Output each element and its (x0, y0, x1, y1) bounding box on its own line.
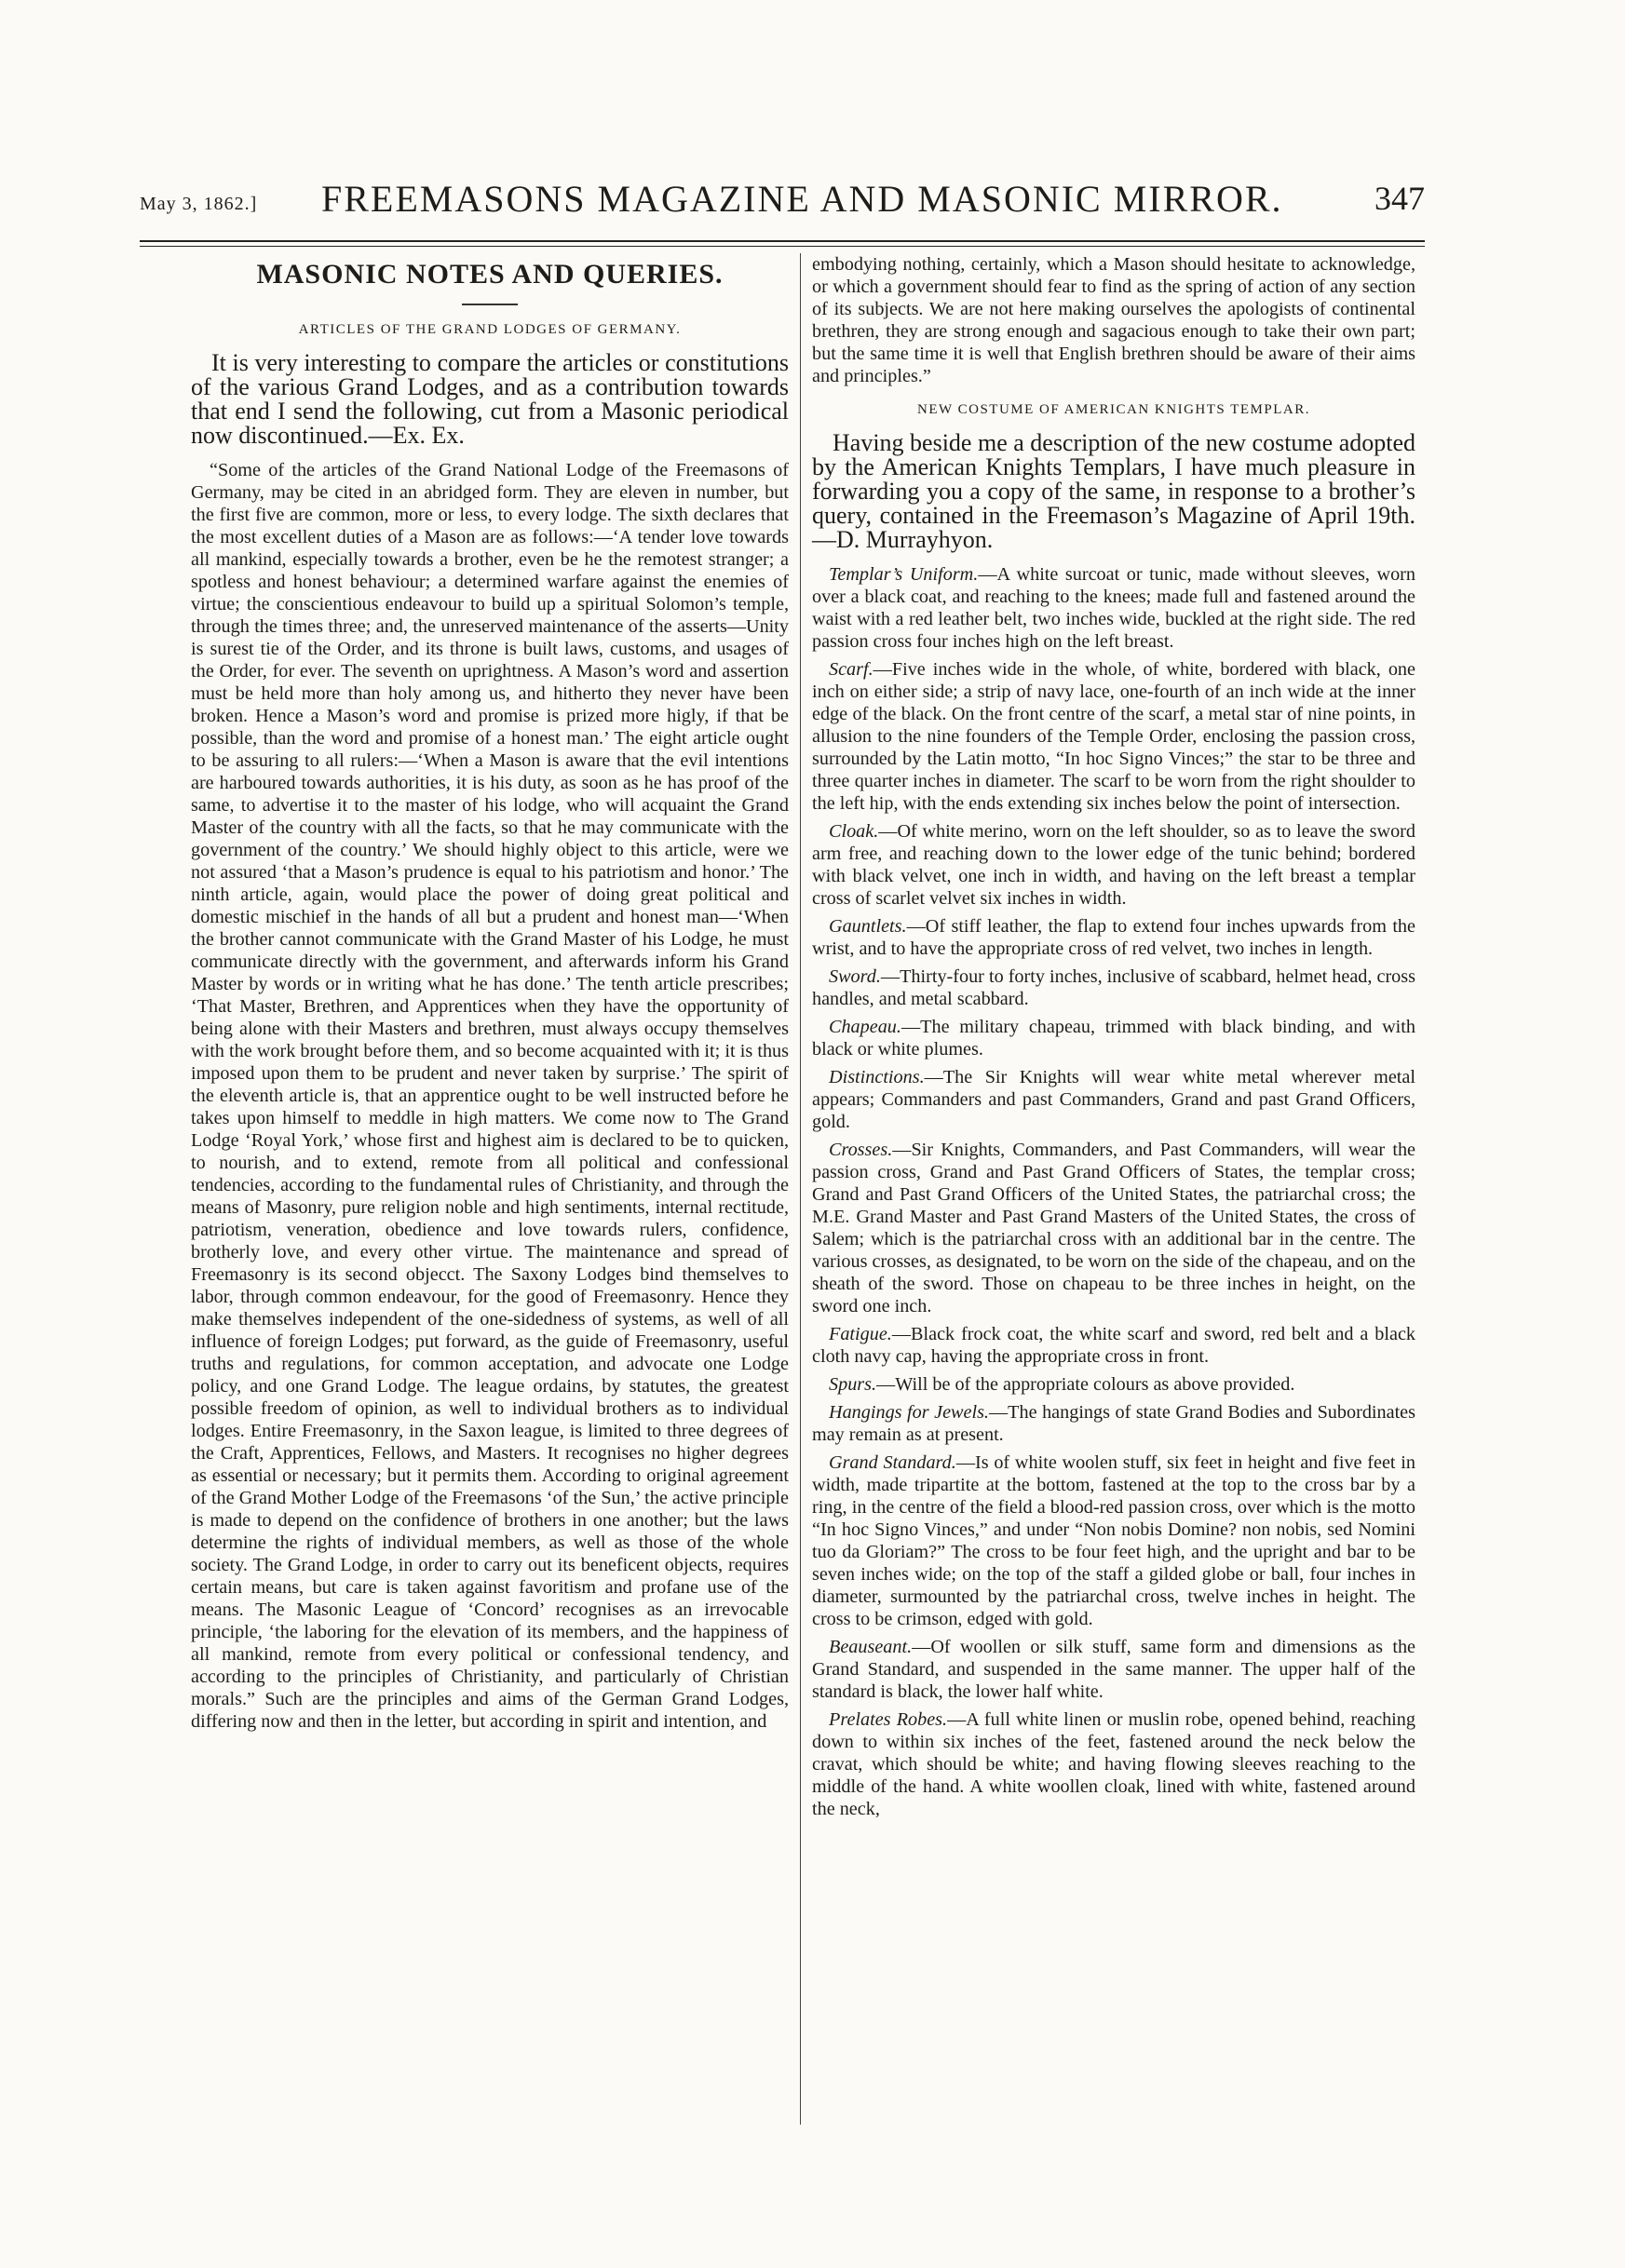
costume-item-text: —The military chapeau, trimmed with black binding, and with black or white plumes. (812, 1017, 1415, 1060)
header-rule-thin (140, 246, 1425, 247)
costume-item (812, 1066, 1415, 1133)
costume-item (812, 1708, 1415, 1820)
column-divider (800, 253, 801, 2125)
costume-item-term: Gauntlets. (829, 916, 907, 937)
costume-item-text: —Will be of the appropriate colours as above provided. (876, 1374, 1295, 1395)
costume-item-text: —Of white merino, worn on the left shoulder, so as to leave the sword arm free, and reaching down to the lower edge of the tunic behind; bordered with black velvet, one inch in width, and having on the left breast a templar cross of scarlet velvet six inches in width. (812, 821, 1415, 909)
costume-item-term: Cloak. (829, 821, 879, 842)
title-rule (462, 304, 518, 305)
costume-item (812, 1373, 1415, 1396)
page-number: 347 (1374, 180, 1425, 217)
page-header (140, 177, 1425, 233)
costume-item (812, 658, 1415, 815)
costume-item-term: Grand Standard. (829, 1452, 956, 1473)
costume-item-text: —Five inches wide in the whole, of white, bordered with black, one inch on either side; a strip of navy lace, one-fourth of an inch wide at the inner edge of the black. On the front centre of the scarf, a metal star of nine points, in allusion to the nine founders of the Temple Order, enclosing the passion cross, surrounded by the Latin motto, “In hoc Signo Vinces;” the star to be three and three quarter inches in diameter. The scarf to be worn from the right shoulder to the left hip, with the ends extending six inches below the point of intersection. (812, 659, 1415, 814)
costume-item-term: Hangings for Jewels. (829, 1402, 989, 1423)
left-column (191, 253, 789, 1733)
costume-item-term: Templar’s Uniform. (829, 564, 979, 585)
costume-item (812, 1636, 1415, 1703)
section-title: MASONIC NOTES AND QUERIES. (256, 259, 724, 290)
costume-item-text: —Thirty-four to forty inches, inclusive of scabbard, helmet head, cross handles, and metal scabbard. (812, 966, 1415, 1009)
costume-item-text: —Of stiff leather, the flap to extend four inches upwards from the wrist, and to have the appropriate cross of red velvet, two inches in length. (812, 916, 1415, 959)
costume-item-term: Beauseant. (829, 1637, 913, 1657)
costume-item (812, 1016, 1415, 1060)
costume-subheading: NEW COSTUME OF AMERICAN KNIGHTS TEMPLAR. (917, 402, 1310, 417)
costume-item (812, 563, 1415, 653)
costume-intro: Having beside me a description of the new costume adopted by the American Knights Templars, I have much pleasure in forwarding you a copy of the same, in response to a brother’s query, contained in the Freemason’s Magazine of April 19th.—D. Murrayhyon. (812, 429, 1415, 553)
costume-item-term: Spurs. (829, 1374, 877, 1395)
costume-item (812, 1139, 1415, 1317)
article-body: “Some of the articles of the Grand National Lodge of the Freemasons of Germany, may be cited in an abridged form. They are eleven in number, but the first five are common, more or less, to every lodge. The sixth declares that the most excellent duties of a Mason are as follows:—‘A tender love towards all mankind, especially towards a brother, even be he the remotest stranger; a spotless and honest behaviour; a determined warfare against the enemies of virtue; the conscientious endeavour to build up a spiritual Solomon’s temple, through the times three; and, the unreserved maintenance of the asserts—Unity is surest tie of the Order, and its throne is built laws, customs, and usages of the Order, for ever. The seventh on uprightness. A Mason’s word and assertion must be held more than holy among us, and hitherto they never have been broken. Hence a Mason’s word and promise is prized more higly, if that be possible, than the word and promise of a honest man.’ The eight article ought to be assuring to all rulers:—‘When a Mason is aware that the evil intentions are harboured towards authorities, it is his duty, as soon as he has proof of the same, to advertise it to the master of his lodge, who will acquaint the Grand Master of the country with all the facts, so that he may communicate with the government of the country.’ We should highly object to this article, were we not assured ‘that a Mason’s prudence is equal to his patriotism and honor.’ The ninth article, again, would place the power of doing great political and domestic mischief in the hands of all but a prudent and honest man—‘When the brother cannot communicate with the Grand Master of his Lodge, he must communicate directly with the government, and afterwards inform his Grand Master by words or in writing what he has done.’ The tenth article prescribes; ‘That Master, Brethren, and Apprentices when they have the opportunity of being alone with their Masters and brethren, must always occupy themselves with the work brought before them, and so become acquainted with it; it is thus imposed upon them to be prudent and never taken by surprise.’ The spirit of the eleventh article is, that an apprentice ought to be well instructed before he takes upon himself to meddle in high matters. We come now to The Grand Lodge ‘Royal York,’ whose first and highest aim is declared to be to quicken, to nourish, and to extend, remote from all political and confessional tendencies, according to the fundamental rules of Christianity, and through the means of Masonry, pure religion noble and high sentiments, internal rectitude, patriotism, veneration, obedience and love towards rulers, confidence, brotherly love, and every other virtue. The maintenance and spread of Freemasonry is its second objecct. The Saxony Lodges bind themselves to labor, through common endeavour, for the good of Freemasonry. Hence they make themselves independent of the one-sidedness of systems, as well of all influence of foreign Lodges; put forward, as the guide of Freemasonry, useful truths and regulations, for common acceptation, and advocate one Lodge policy, and one Grand Lodge. The league ordains, by statutes, the greatest possible freedom of opinion, as well to individual brothers as to individual lodges. Entire Freemasonry, in the Saxon league, is limited to three degrees of the Craft, Apprentices, Fellows, and Masters. It recognises no higher degrees as essential or necessary; but it permits them. According to original agreement of the Grand Mother Lodge of the Freemasons ‘of the Sun,’ the active principle is made to depend on the confidence of brothers in one another; but the laws determine the rights of individual members, as well as those of the whole society. The Grand Lodge, in order to carry out its beneficent objects, requires certain means, but care is taken against favoritism and profane use of the means. The Masonic League of ‘Concord’ recognises as an irrevocable principle, ‘the laboring for the elevation of its members, and the happiness of all mankind, remote from every political or confessional tendency, and according to the principles of Christianity, and particularly of Christian morals.” Such are the principles and aims of the German Grand Lodges, differing now and then in the letter, but according in spirit and intention, and (191, 460, 789, 1732)
costume-item-text: —A full white linen or muslin robe, opened behind, reaching down to within six inches of the feet, fastened around the neck below the cravat, which should be white; and having flowing sleeves reaching to the middle of the hand. A white woollen cloak, lined with white, fastened around the neck, (812, 1709, 1415, 1819)
costume-item-term: Prelates Robes. (829, 1709, 948, 1730)
costume-item-text: —A white surcoat or tunic, made without sleeves, worn over a black coat, and reaching to the knees; made full and fastened around the waist with a red leather belt, two inches wide, buckled at the right side. The red passion cross four inches high on the left breast. (812, 564, 1415, 652)
article-intro: It is very interesting to compare the articles or constitutions of the various Grand Lodges, and as a contribution towards that end I send the following, cut from a Masonic periodical now discontinued.—Ex. Ex. (191, 349, 789, 449)
issue-date: May 3, 1862.] (140, 194, 258, 214)
costume-item-term: Fatigue. (829, 1324, 892, 1344)
article-subheading: ARTICLES OF THE GRAND LODGES OF GERMANY. (298, 322, 682, 337)
costume-item-term: Chapeau. (829, 1017, 901, 1037)
costume-item (812, 1323, 1415, 1368)
costume-item-text: —Is of white woolen stuff, six feet in height and five feet in width, made tripartite at the bottom, fastened at the top to the cross bar by a ring, in the centre of the field a blood-red passion cross, over which is the motto “In hoc Signo Vinces,” and under “Non nobis Domine? non nobis, sed Nomini tuo da Gloriam?” The cross to be four feet high, and the upright and bar to be seven inches wide; on the top of the staff a gilded globe or ball, four inches in diameter, surmounted by the patriarchal cross, twelve inches in height. The cross to be crimson, edged with gold. (812, 1452, 1415, 1629)
costume-item-text: —The Sir Knights will wear white metal wherever metal appears; Commanders and past Commanders, Grand and past Grand Officers, gold. (812, 1067, 1415, 1132)
costume-item (812, 1401, 1415, 1446)
costume-item-text: —Of woollen or silk stuff, same form and dimensions as the Grand Standard, and suspended in the same manner. The upper half of the standard is black, the lower half white. (812, 1637, 1415, 1702)
costume-item-list (812, 563, 1415, 1820)
costume-item (812, 820, 1415, 910)
article-continuation: embodying nothing, certainly, which a Mason should hesitate to acknowledge, or which a government should fear to find as the spring of action of any section of its subjects. We are not here making ourselves the apologists of continental brethren, they are strong enough and sagacious enough to take their own part; but the same time it is well that English brethren should be aware of their aims and principles.” (812, 254, 1415, 386)
header-rule (140, 240, 1425, 242)
costume-item-term: Sword. (829, 966, 881, 987)
costume-item-text: —Sir Knights, Commanders, and Past Commanders, will wear the passion cross, Grand and Past Grand Officers of States, the templar cross; Grand and Past Grand Officers of the United States, the patriarchal cross; the M.E. Grand Master and Past Grand Masters of the United States, the cross of Salem; which is the patriarchal cross with an additional bar in the centre. The various crosses, as designated, to be worn on the side of the chapeau, and on the sheath of the sword. Those on chapeau to be three inches in height, on the sword one inch. (812, 1140, 1415, 1316)
costume-item (812, 965, 1415, 1010)
costume-item-term: Distinctions. (829, 1067, 925, 1087)
costume-item-text: —The hangings of state Grand Bodies and Subordinates may remain as at present. (812, 1402, 1415, 1445)
costume-item (812, 915, 1415, 960)
costume-item-term: Scarf. (829, 659, 873, 680)
right-column (812, 253, 1415, 1820)
masthead: FREEMASONS MAGAZINE AND MASONIC MIRROR. (321, 178, 1283, 220)
costume-item (812, 1451, 1415, 1630)
costume-item-text: —Black frock coat, the white scarf and sword, red belt and a black cloth navy cap, having the appropriate cross in front. (812, 1324, 1415, 1367)
costume-item-term: Crosses. (829, 1140, 893, 1160)
